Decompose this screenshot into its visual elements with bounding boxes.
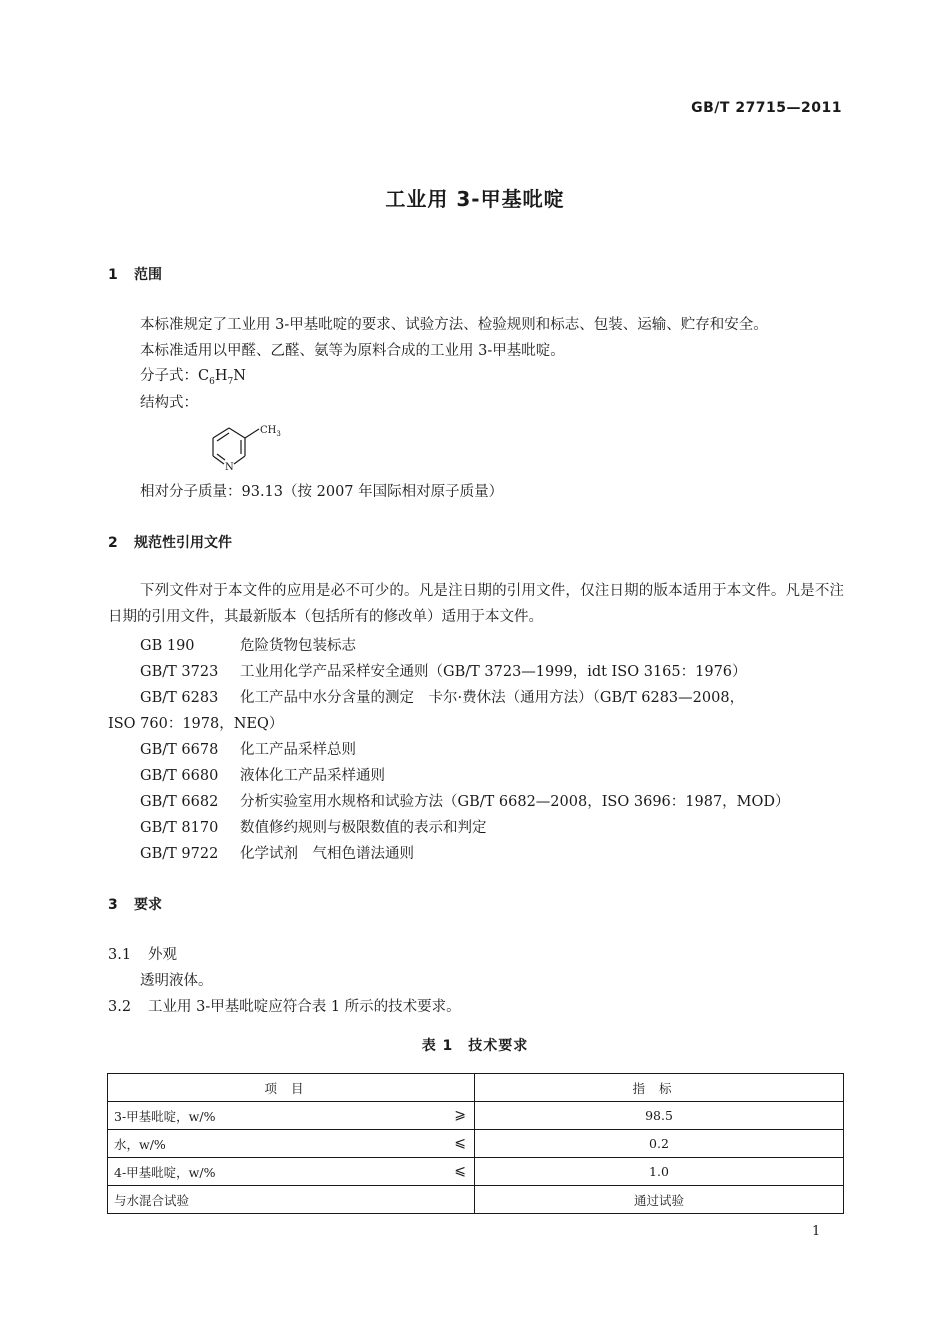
document-title: 工业用 3-甲基吡啶 <box>385 187 565 211</box>
subsection-text: 工业用 3-甲基吡啶应符合表 1 所示的技术要求。 <box>148 999 461 1015</box>
table-title: 表 1 技术要求 <box>421 1038 529 1054</box>
formula-n: N <box>233 368 246 384</box>
formula-h-sub: 7 <box>227 376 234 387</box>
ch3-label: $CH_3$ <box>260 425 281 438</box>
section-title: 范围 <box>134 267 162 283</box>
section-1-heading <box>108 264 162 284</box>
value-cell: 98.5 <box>475 1102 844 1130</box>
references-intro: 下列文件对于本文件的应用是必不可少的。凡是注日期的引用文件，仅注日期的版本适用于本文件。凡是不注日期的引用文件，其最新版本（包括所有的修改单）适用于本文件。 <box>108 583 844 625</box>
item-name: 4-甲基吡啶，w/% <box>114 1164 216 1180</box>
item-name: 水，w/% <box>114 1136 166 1152</box>
subsection-number: 3.1 <box>108 947 132 963</box>
column-header-item: 项目 <box>108 1074 475 1102</box>
reference-item <box>140 816 487 837</box>
section-number: 2 <box>108 535 118 551</box>
section-title: 要求 <box>134 897 162 913</box>
reference-code: GB/T 6680 <box>140 768 219 784</box>
table-row <box>108 1102 844 1130</box>
reference-item <box>140 686 744 707</box>
item-cell <box>108 1102 475 1130</box>
reference-code: GB/T 8170 <box>140 820 219 836</box>
reference-title: 化工产品中水分含量的测定 卡尔·费休法（通用方法）（GB/T 6283—2008， <box>240 690 745 706</box>
standard-code: GB/T 27715—2011 <box>691 100 842 116</box>
reference-code: GB/T 6678 <box>140 742 219 758</box>
item-name: 与水混合试验 <box>114 1192 190 1208</box>
table-row <box>108 1186 844 1214</box>
formula-h: H <box>214 368 228 384</box>
reference-item <box>140 660 747 681</box>
formula-c-sub: 6 <box>209 376 215 387</box>
appearance-text: 透明液体。 <box>140 973 213 989</box>
scope-paragraph-2: 本标准适用以甲醛、乙醛、氨等为原料合成的工业用 3-甲基吡啶。 <box>140 343 565 359</box>
page-number: 1 <box>812 1224 821 1239</box>
nitrogen-label: N <box>225 462 234 473</box>
item-name: 3-甲基吡啶，w/% <box>114 1108 216 1124</box>
item-cell <box>108 1186 475 1214</box>
column-header-value: 指标 <box>475 1074 844 1102</box>
value-cell: 通过试验 <box>475 1186 844 1214</box>
subsection-number: 3.2 <box>108 999 132 1015</box>
reference-title: 分析实验室用水规格和试验方法（GB/T 6682—2008，ISO 3696：1987，MOD） <box>240 794 790 810</box>
reference-item <box>140 790 790 811</box>
structure-label: 结构式： <box>140 395 198 411</box>
value-cell: 0.2 <box>475 1130 844 1158</box>
reference-title: 危险货物包装标志 <box>240 638 356 654</box>
molecular-formula <box>140 364 246 387</box>
reference-title: 工业用化学产品采样安全通则（GB/T 3723—1999，idt ISO 3165：1976） <box>240 664 747 680</box>
structure-diagram <box>205 418 295 474</box>
comparison-sign: ⩽ <box>454 1163 466 1179</box>
table-row <box>108 1158 844 1186</box>
reference-item <box>140 738 356 759</box>
reference-item <box>140 842 414 863</box>
reference-item <box>140 764 385 785</box>
reference-title: 化工产品采样总则 <box>240 742 356 758</box>
reference-code: GB/T 9722 <box>140 846 219 862</box>
comparison-sign: ⩾ <box>454 1107 466 1123</box>
technical-requirements-table <box>107 1073 844 1214</box>
subsection-3-1 <box>108 943 177 964</box>
reference-code: GB/T 6283 <box>140 690 219 706</box>
comparison-sign: ⩽ <box>454 1135 466 1151</box>
table-row <box>108 1130 844 1158</box>
section-2-heading <box>108 532 232 552</box>
section-3-heading <box>108 894 162 914</box>
section-number: 3 <box>108 897 118 913</box>
reference-continuation: ISO 760：1978，NEQ） <box>108 716 284 732</box>
reference-title: 液体化工产品采样通则 <box>240 768 385 784</box>
reference-code: GB/T 3723 <box>140 664 219 680</box>
item-cell <box>108 1130 475 1158</box>
reference-code: GB 190 <box>140 638 195 654</box>
table-header-row <box>108 1074 844 1102</box>
value-cell: 1.0 <box>475 1158 844 1186</box>
relative-molecular-mass: 相对分子质量：93.13（按 2007 年国际相对原子质量） <box>140 484 504 500</box>
subsection-3-2 <box>108 995 461 1016</box>
formula-c: C <box>198 368 210 384</box>
formula-label: 分子式： <box>140 368 198 384</box>
reference-item <box>140 634 356 655</box>
reference-title: 化学试剂 气相色谱法通则 <box>240 846 414 862</box>
section-number: 1 <box>108 267 118 283</box>
section-title: 规范性引用文件 <box>134 535 232 551</box>
reference-title: 数值修约规则与极限数值的表示和判定 <box>240 820 487 836</box>
reference-code: GB/T 6682 <box>140 794 219 810</box>
subsection-title: 外观 <box>148 947 177 963</box>
scope-paragraph-1: 本标准规定了工业用 3-甲基吡啶的要求、试验方法、检验规则和标志、包装、运输、贮存和安全。 <box>140 317 768 333</box>
item-cell <box>108 1158 475 1186</box>
